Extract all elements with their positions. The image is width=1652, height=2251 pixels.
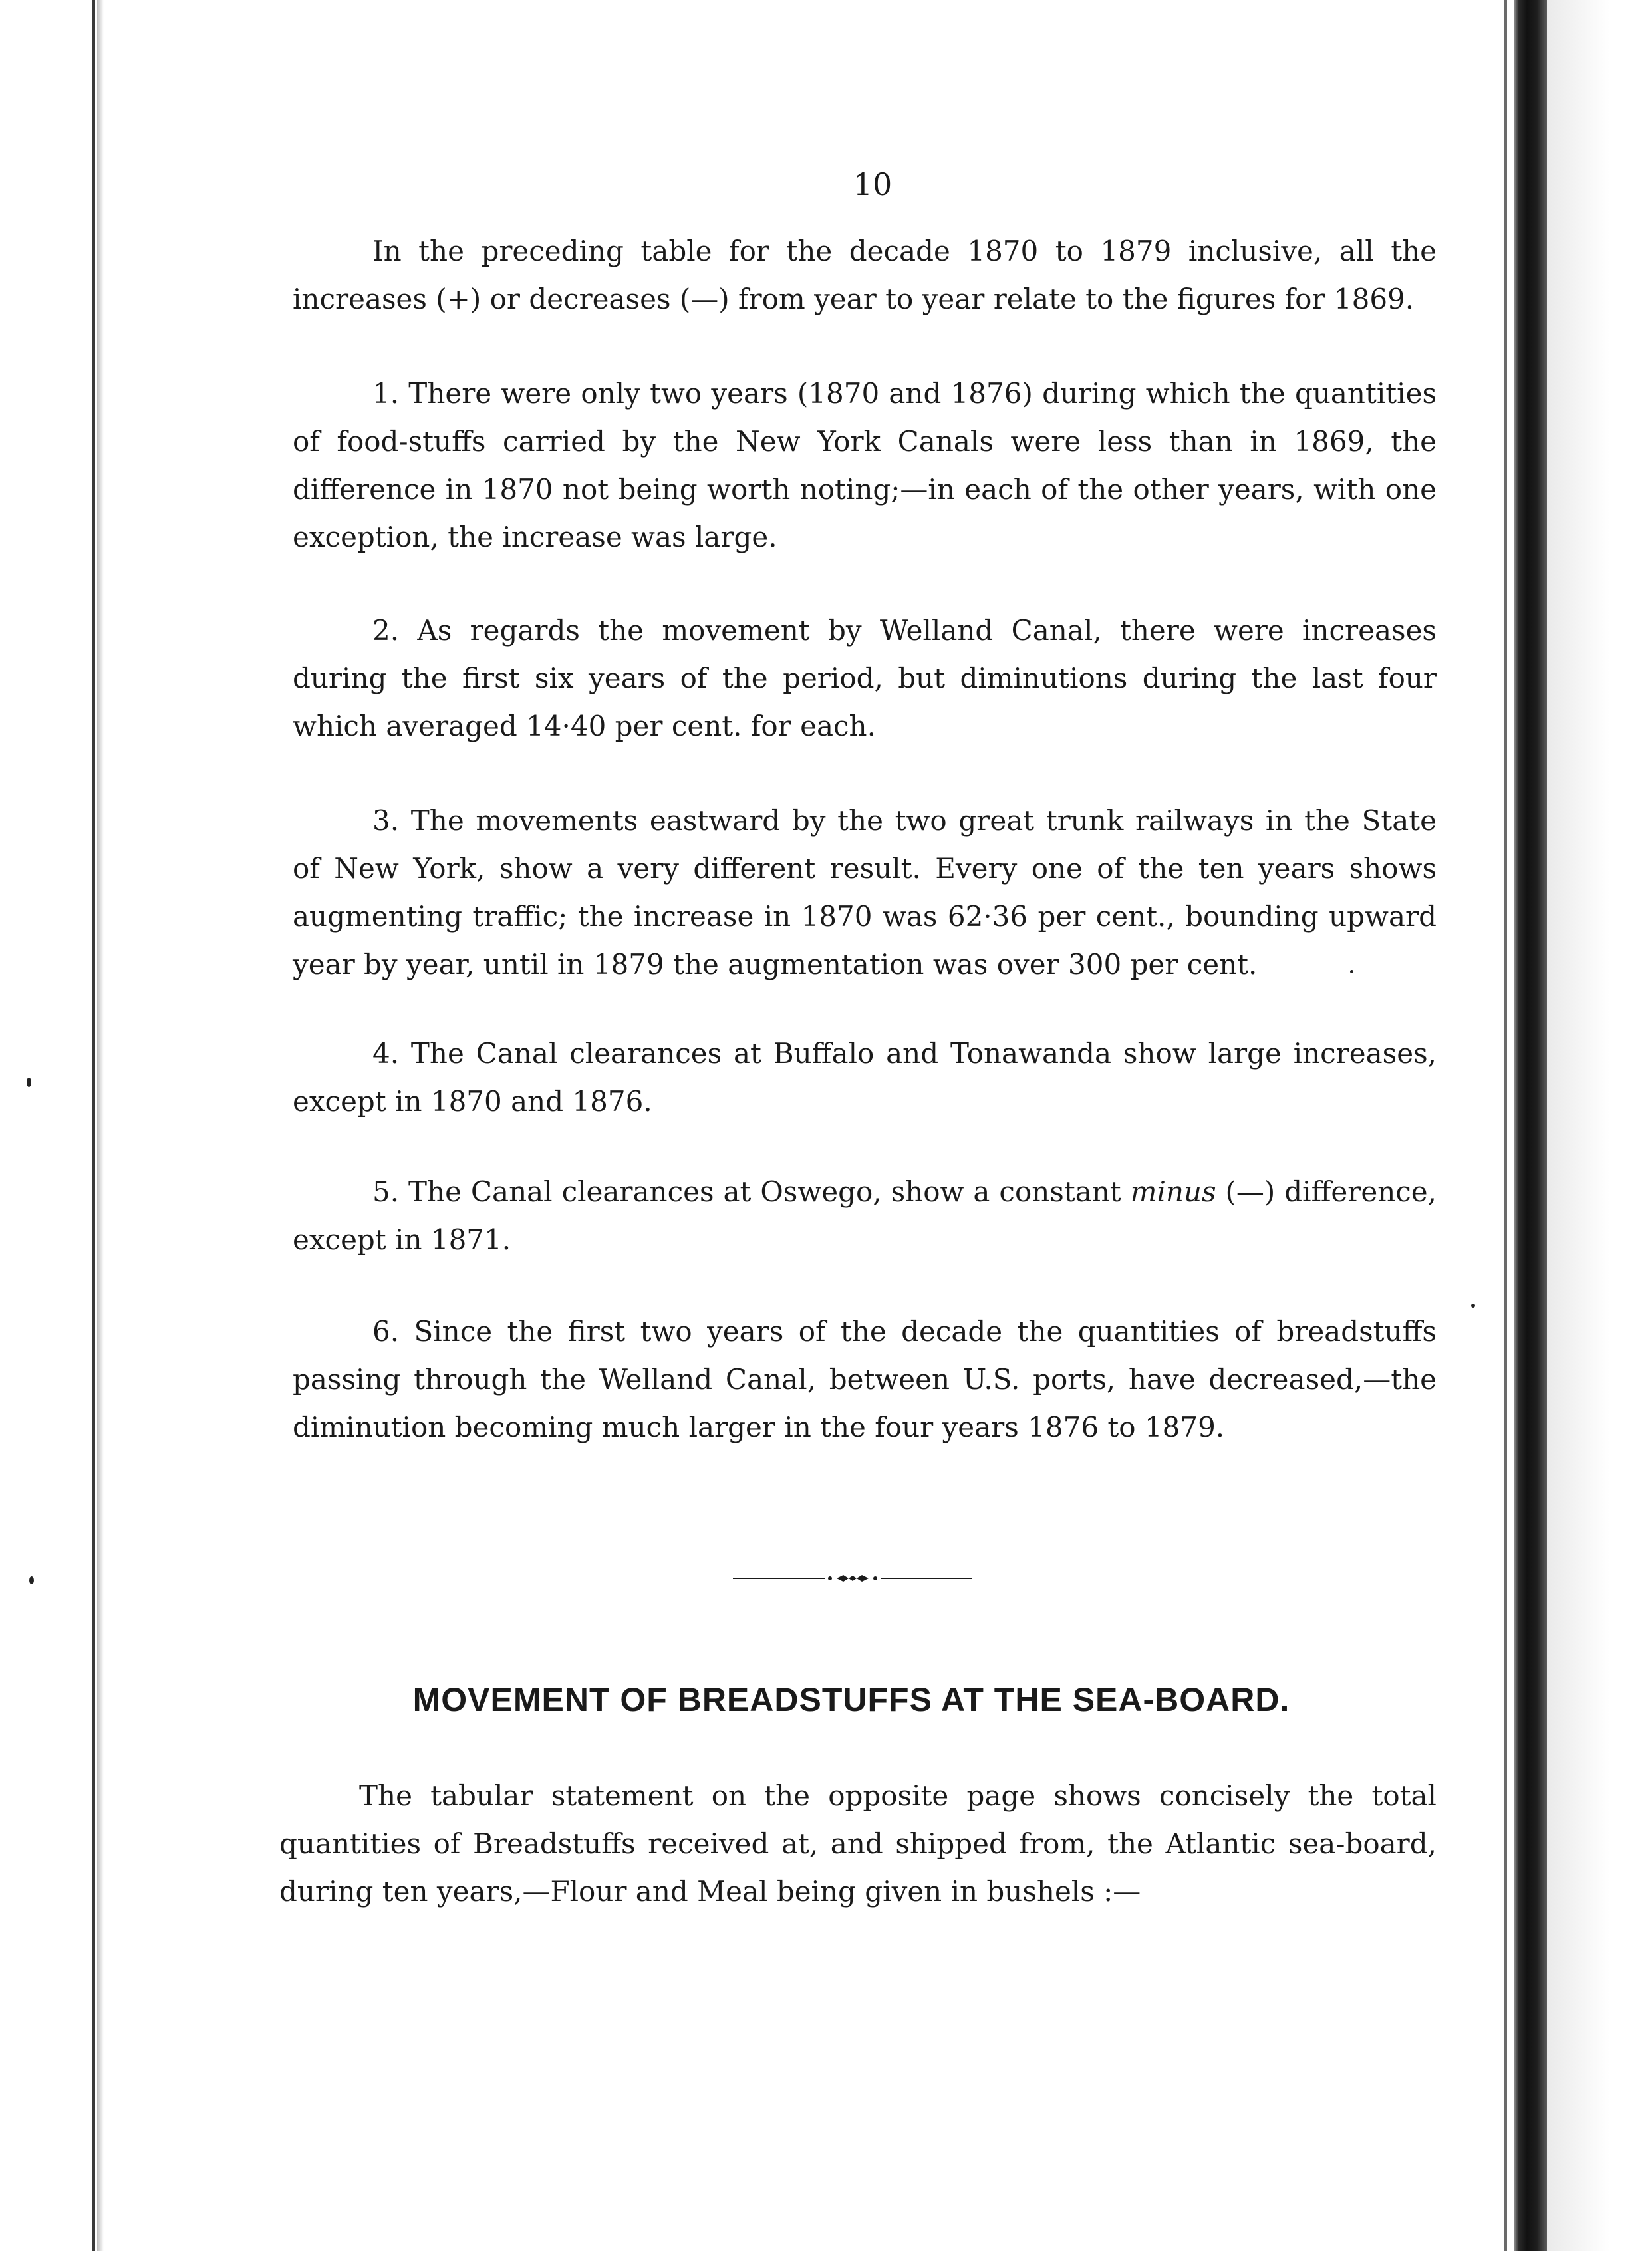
point-2 bbox=[293, 607, 1437, 750]
point-5-lead: 5. The Canal clearances at Oswego, show a constant bbox=[372, 1175, 1131, 1208]
point-6-text: 6. Since the first two years of the decade the quantities of breadstuffs passing through the Welland Canal, between U.S. ports, have decreased,—the diminution becoming much larger in the four years 1876 to 1879. bbox=[293, 1315, 1437, 1443]
scan-speck bbox=[29, 1576, 34, 1584]
section-heading: MOVEMENT OF BREADSTUFFS AT THE SEA-BOARD. bbox=[412, 1681, 1290, 1718]
point-5-italic: minus bbox=[1130, 1175, 1216, 1208]
page-number: 10 bbox=[853, 166, 893, 202]
point-4 bbox=[293, 1030, 1437, 1126]
page-left-shadow bbox=[97, 0, 104, 2251]
scan-speck bbox=[1471, 1304, 1475, 1308]
point-3-text: 3. The movements eastward by the two great trunk railways in the State of New York, show a very different result. Every one of the ten years shows augmenting traffic; the increase in 1870 was 62·36 per cent., bounding upward year by year, until in 1879 the augmentation was over 300 per cent. bbox=[293, 804, 1437, 980]
point-4-text: 4. The Canal clearances at Buffalo and Tonawanda show large increases, except in 1870 and 1876. bbox=[293, 1037, 1437, 1118]
section-paragraph bbox=[279, 1772, 1437, 1916]
intro-paragraph bbox=[293, 227, 1437, 323]
point-2-text: 2. As regards the movement by Welland Canal, there were increases during the first six years of the period, but diminutions during the last four which averaged 14·40 per cent. for each. bbox=[293, 614, 1437, 742]
point-5-text bbox=[293, 1168, 1437, 1264]
point-6 bbox=[293, 1308, 1437, 1451]
ornamental-divider bbox=[733, 1574, 972, 1583]
facing-page-gutter bbox=[1547, 0, 1652, 2251]
binding-line bbox=[1504, 0, 1507, 2251]
point-3 bbox=[293, 797, 1437, 988]
book-binding bbox=[1514, 0, 1547, 2251]
point-5-tail: (—) difference, except in 1871. bbox=[293, 1175, 1437, 1256]
intro-text: In the preceding table for the decade 1870 to 1879 inclusive, all the increases (+) or decreases (—) from year to year relate to the figures for 1869. bbox=[293, 235, 1437, 315]
page-left-edge bbox=[92, 0, 95, 2251]
section-body-text: The tabular statement on the opposite page shows concisely the total quantities of Breadstuffs received at, and shipped from, the Atlantic sea-board, during ten years,—Flour and Meal being given in bushels :— bbox=[279, 1779, 1437, 1908]
point-5 bbox=[293, 1168, 1437, 1264]
point-1 bbox=[293, 370, 1437, 561]
point-1-text: 1. There were only two years (1870 and 1876) during which the quantities of food-stuffs carried by the New York Canals were less than in 1869, the difference in 1870 not being worth noting;—in each of the other years, with one exception, the increase was large. bbox=[293, 377, 1437, 553]
scan-speck bbox=[27, 1078, 31, 1087]
